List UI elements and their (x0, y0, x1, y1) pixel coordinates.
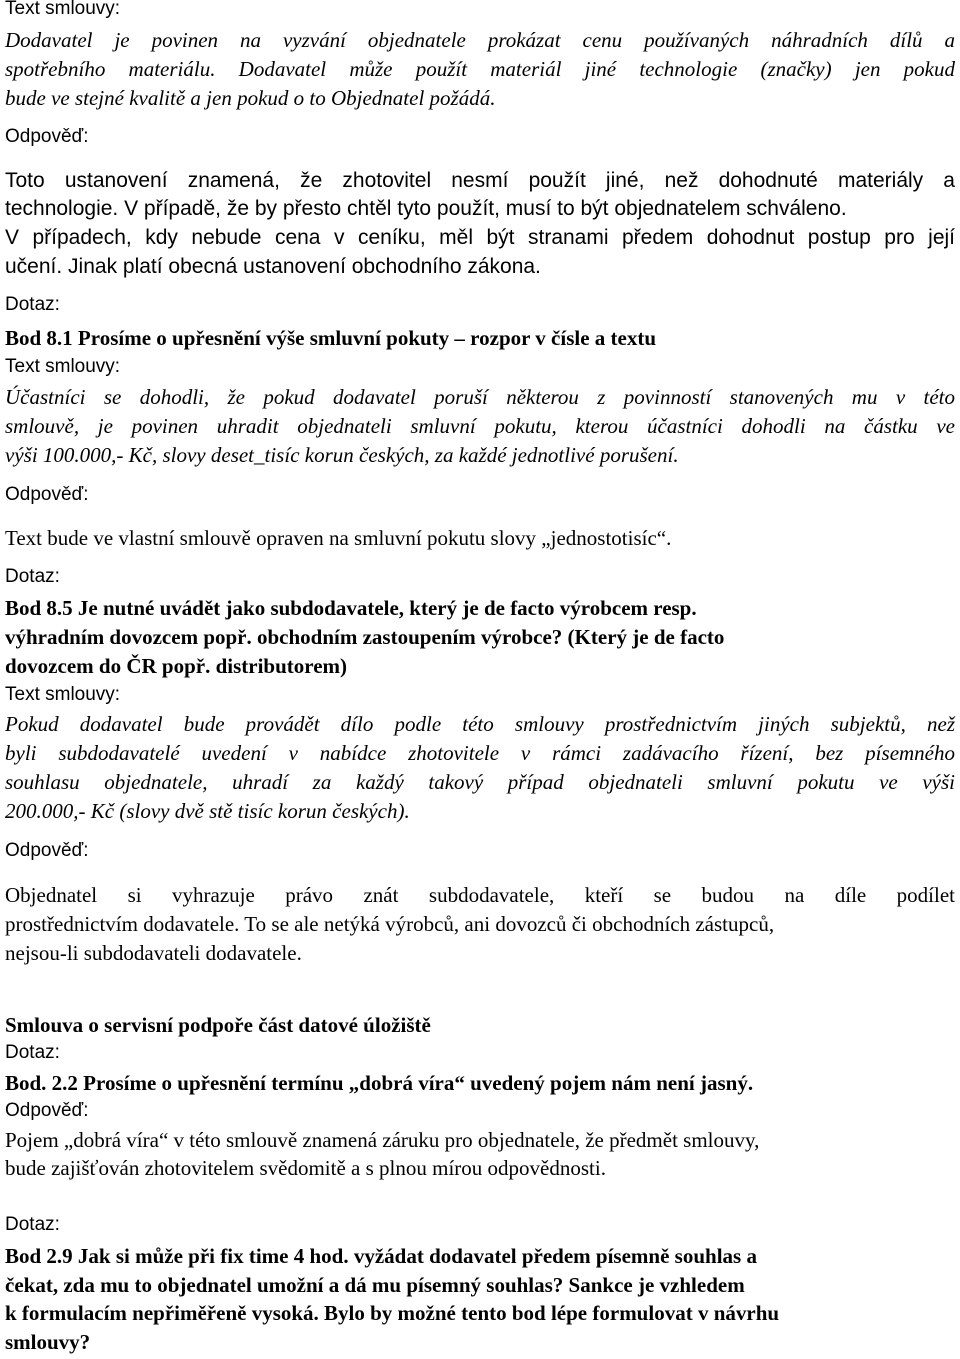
answer-text-line: technologie. V případě, že by přesto chtěl tyto použít, musí to být objednatelem schváleno. (5, 197, 847, 220)
answer-text-line: Toto ustanovení znamená, že zhotovitel nesmí použít jiné, než dohodnuté materiály a (5, 169, 955, 192)
question-text-line: čekat, zda mu to objednatel umožní a dá mu písemný souhlas? Sankce je vzhledem (5, 1273, 745, 1297)
label-odpoved: Odpověď: (5, 840, 89, 861)
contract-text-line: bude ve stejné kvalitě a jen pokud o to Objednatel požádá. (5, 86, 496, 110)
contract-text-line: 200.000,- Kč (slovy dvě stě tisíc korun českých). (5, 799, 410, 823)
label-text-smlouvy: Text smlouvy: (5, 356, 121, 377)
answer-text-line: nejsou-li subdodavateli dodavatele. (5, 941, 302, 965)
question-text-line: výhradním dovozcem popř. obchodním zastoupením výrobce? (Který je de facto (5, 625, 725, 649)
answer-text-line: prostřednictvím dodavatele. To se ale netýká výrobců, ani dovozců či obchodních zástupců, (5, 912, 775, 936)
contract-text-line: souhlasu objednatele, uhradí za každý takový případ objednateli smluvní pokutu ve výši (5, 770, 955, 794)
question-text-line: dovozcem do ČR popř. distributorem) (5, 654, 348, 678)
question-text-line: Bod 8.1 Prosíme o upřesnění výše smluvní pokuty – rozpor v čísle a textu (5, 326, 657, 350)
label-odpoved: Odpověď: (5, 126, 89, 147)
contract-text-line: výši 100.000,- Kč, slovy deset_tisíc korun českých, za každé jednotlivé porušení. (5, 443, 679, 467)
answer-text-line: bude zajišťován zhotovitelem svědomitě a s plnou mírou odpovědnosti. (5, 1156, 606, 1180)
question-text-line: Bod. 2.2 Prosíme o upřesnění termínu „dobrá víra“ uvedený pojem nám není jasný. (5, 1071, 754, 1095)
label-text-smlouvy: Text smlouvy: (5, 0, 121, 19)
question-text-line: smlouvy? (5, 1330, 91, 1354)
question-text-line: Bod 8.5 Je nutné uvádět jako subdodavatele, který je de facto výrobcem resp. (5, 596, 697, 620)
contract-text-line: Pokud dodavatel bude provádět dílo podle této smlouvy prostřednictvím jiných subjektů, než (5, 712, 955, 736)
section-heading: Smlouva o servisní podpoře část datové úložiště (5, 1013, 431, 1037)
label-text-smlouvy: Text smlouvy: (5, 684, 121, 705)
contract-text-line: byli subdodavatelé uvedení v nabídce zhotovitele v rámci zadávacího řízení, bez písemného (5, 741, 955, 765)
answer-text-line: Text bude ve vlastní smlouvě opraven na smluvní pokutu slovy „jednostotisíc“. (5, 526, 672, 550)
label-dotaz: Dotaz: (5, 1214, 60, 1235)
contract-text-line: Dodavatel je povinen na vyzvání objednatele prokázat cenu používaných náhradních dílů a (5, 28, 955, 52)
contract-text-line: smlouvě, je povinen uhradit objednateli smluvní pokutu, kterou účastníci dohodli na částku ve (5, 414, 955, 438)
question-text-line: Bod 2.9 Jak si může při fix time 4 hod. vyžádat dodavatel předem písemně souhlas a (5, 1244, 757, 1268)
label-dotaz: Dotaz: (5, 1042, 60, 1063)
contract-text-line: Účastníci se dohodli, že pokud dodavatel poruší některou z povinností stanovených mu v této (5, 385, 955, 409)
label-dotaz: Dotaz: (5, 294, 60, 315)
answer-text-line: Objednatel si vyhrazuje právo znát subdodavatele, kteří se budou na díle podílet (5, 883, 955, 907)
question-text-line: k formulacím nepřiměřeně vysoká. Bylo by možné tento bod lépe formulovat v návrhu (5, 1301, 780, 1325)
answer-text-line: učení. Jinak platí obecná ustanovení obchodního zákona. (5, 255, 541, 278)
label-odpoved: Odpověď: (5, 1100, 89, 1121)
label-odpoved: Odpověď: (5, 484, 89, 505)
label-dotaz: Dotaz: (5, 566, 60, 587)
answer-text-line: V případech, kdy nebude cena v ceníku, měl být stranami předem dohodnut postup pro její (5, 226, 955, 249)
answer-text-line: Pojem „dobrá víra“ v této smlouvě znamená záruku pro objednatele, že předmět smlouvy, (5, 1128, 760, 1152)
contract-text-line: spotřebního materiálu. Dodavatel může použít materiál jiné technologie (značky) jen pokud (5, 57, 955, 81)
